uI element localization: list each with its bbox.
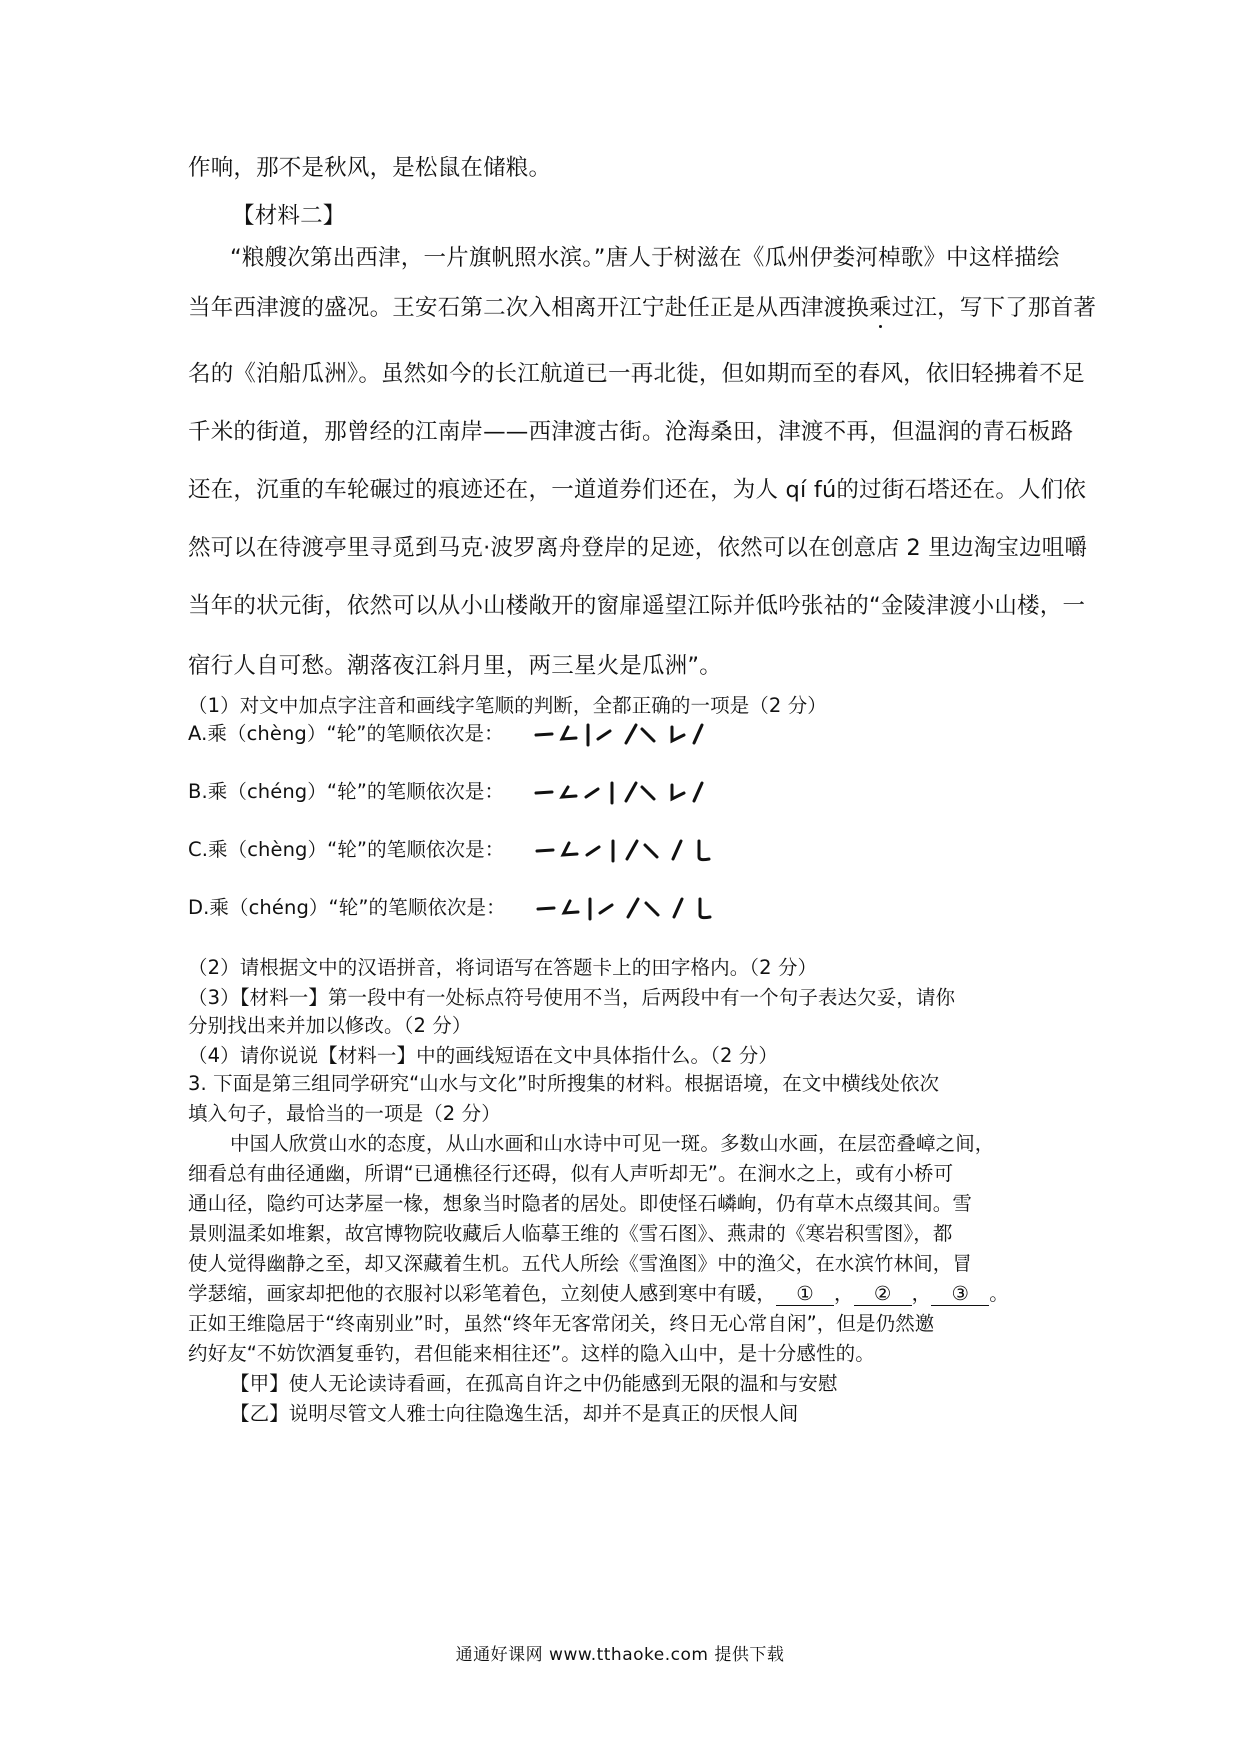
fill-blank-2: ② [854,1282,912,1306]
passage-line-2: 细看总有曲径通幽，所谓“已通樵径行还碍，似有人声听却无”。在涧水之上，或有小桥可 [188,1162,954,1185]
q1-option-a-label: A.乘（chèng）“轮”的笔顺依次是： [188,722,504,745]
material1-tail: 作响，那不是秋风，是松鼠在储粮。 [188,155,552,181]
material2-line-7: 当年的状元街，依然可以从小山楼敞开的窗扉遥望江际并低吟张祜的“金陵津渡小山楼，一 [188,593,1086,619]
passage-line-7: 正如王维隐居于“终南别业”时，虽然“终年无客常闭关，终日无心常自闲”，但是仍然邀 [188,1312,935,1335]
passage-line-3: 通山径，隐约可达茅屋一椽，想象当时隐者的居处。即使怪石嶙峋，仍有草木点缀其间。雪 [188,1192,973,1215]
stroke-order-image-d [534,895,734,923]
q1-option-d [188,892,734,923]
material2-line-2 [188,290,1096,322]
material2-line-2-before: 当年西津渡的盛况。王安石第二次入相离开江宁赴任正是从西津渡换 [188,295,870,321]
passage-line-4: 景则温柔如堆絮，故宫博物院收藏后人临摹王维的《雪石图》、燕肃的《寒岩积雪图》，都 [188,1222,953,1245]
q3-line-2: 分别找出来并加以修改。（2 分） [188,1014,472,1037]
passage-line-1: 中国人欣赏山水的态度，从山水画和山水诗中可见一斑。多数山水画，在层峦叠嶂之间， [230,1132,995,1155]
choice-yi: 【乙】说明尽管文人雅士向往隐逸生活，却并不是真正的厌恨人间 [230,1402,799,1425]
q4-text: （4）请你说说【材料一】中的画线短语在文中具体指什么。（2 分） [188,1044,778,1067]
q3-line-1: （3）【材料一】第一段中有一处标点符号使用不当，后两段中有一个句子表达欠妥，请你 [188,986,956,1009]
material2-line-6: 然可以在待渡亭里寻觅到马克·波罗离舟登岸的足迹，依然可以在创意店 2 里边淘宝边咀嚼 [188,535,1088,561]
q1-option-c [188,834,733,865]
footer-download-note: 通通好课网 www.tthaoke.com 提供下载 [455,1645,785,1665]
q2-text: （2）请根据文中的汉语拼音，将词语写在答题卡上的田字格内。（2 分） [188,956,818,979]
passage-line-6-text: 学瑟缩，画家却把他的衣服衬以彩笔着色，立刻使人感到寒中有暖， [188,1282,777,1305]
passage-line-5: 使人觉得幽静之至，却又深藏着生机。五代人所绘《雪渔图》中的渔父，在水滨竹林间，冒 [188,1252,973,1275]
passage-line-8: 约好友“不妨饮酒复垂钓，君但能来相往还”。这样的隐入山中，是十分感性的。 [188,1342,875,1365]
fill-blank-3: ③ [931,1282,989,1306]
material2-line-5: 还在，沉重的车轮碾过的痕迹还在，一道道券们还在，为人 qí fú的过街石塔还在。人们依 [188,477,1087,503]
material2-heading: 【材料二】 [232,203,346,229]
stroke-order-image-c [533,837,733,865]
q1-option-c-label: C.乘（chèng）“轮”的笔顺依次是： [188,838,505,861]
q1-option-b [188,776,732,807]
dotted-character: 乘 [869,290,892,322]
fill-blank-1: ① [776,1282,834,1306]
passage-line-6: 学瑟缩，画家却把他的衣服衬以彩笔着色，立刻使人感到寒中有暖， ① ， ② ， ③ 。 [188,1282,1009,1305]
material2-line-1: “粮艘次第出西津，一片旗帆照水滨。”唐人于树滋在《瓜州伊娄河棹歌》中这样描绘 [230,245,1060,271]
q1-stem: （1）对文中加点字注音和画线字笔顺的判断，全都正确的一项是（2 分） [188,694,827,717]
q1-option-b-label: B.乘（chéng）“轮”的笔顺依次是： [188,780,505,803]
stroke-order-image-b [532,779,732,807]
material2-line-3: 名的《泊船瓜洲》。虽然如今的长江航道已一再北徙，但如期而至的春风，依旧轻拂着不足 [188,361,1085,387]
q1-option-a [188,718,732,749]
material2-line-8: 宿行人自可愁。潮落夜江斜月里，两三星火是瓜洲”。 [188,653,722,679]
question3-stem-1: 3. 下面是第三组同学研究“山水与文化”时所搜集的材料。根据语境，在文中横线处依次 [188,1072,940,1095]
material2-line-4: 千米的街道，那曾经的江南岸——西津渡古街。沧海桑田，津渡不再，但温润的青石板路 [188,419,1074,445]
choice-jia: 【甲】使人无论读诗看画，在孤高自许之中仍能感到无限的温和与安慰 [230,1372,838,1395]
question3-stem-2: 填入句子，最恰当的一项是（2 分） [188,1102,501,1125]
q1-option-d-label: D.乘（chéng）“轮”的笔顺依次是： [188,896,506,919]
stroke-order-image-a [532,721,732,749]
material2-line-2-after: 过江，写下了那首著 [891,295,1097,321]
